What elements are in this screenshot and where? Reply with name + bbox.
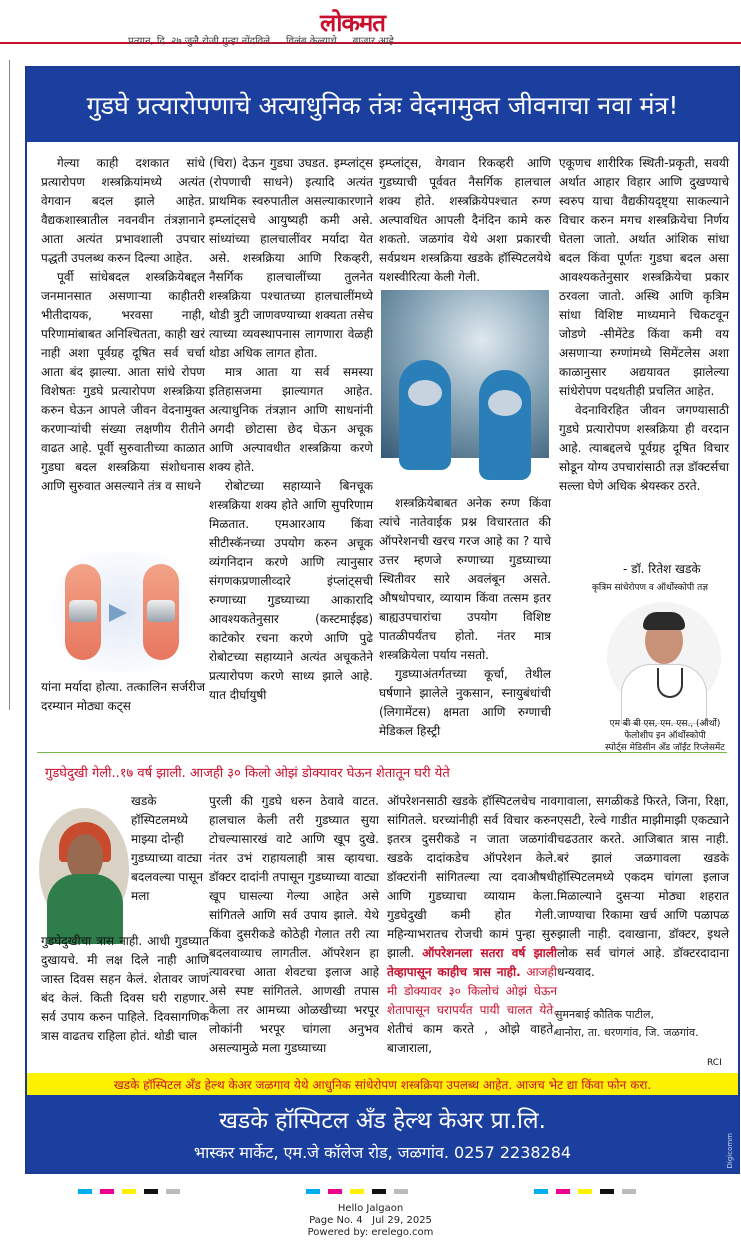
article-column-4 — [559, 154, 729, 554]
knee-implant-illustration — [41, 552, 203, 672]
article-column-3-bottom — [379, 494, 551, 738]
paragraph: पूर्वी सांधेबदल शस्त्रक्रियेबद्दल जनमानसात असणाऱ्या काहीतरी भीतीदायक, भरवसा नाही, परिणामांबाबत अनिश्चितता, काही खरं नाही अशा पूर्वग्रह दूषित सर्व चर्चा आता बंद झाल्या. आता सांधे रोपण विशेषतः गुडघे प्रत्यारोपण शस्त्रक्रिया करुन घेऊन आपले जीवन वेदनामुक्त करणाऱ्यांची संख्या लक्षणीय रीतीने वाढत आहे. पूर्वी सुरुवातीच्या काळात गुडघा बदल शस्त्रक्रिया संशोधनास आणि सुरुवात असल्याने तंत्र व साधने — [41, 270, 205, 493]
article-column-2 — [209, 154, 373, 724]
paragraph: शस्त्रक्रियेबाबत अनेक रुग्ण किंवा त्यांचे नातेवाईक प्रश्न विचारतात की ऑपरेशनची खरच गरज आहे का ? याचे उत्तर म्हणजे रुग्णाच्या गुडघ्याच्या स्थितीवर सारे अवलंबून असते. औषधोपचार, व्यायाम किंवा तत्सम इतर बाह्यउपचारांचा उपयोग विशिष्ट पातळीपर्यंतच होतो. नंतर मात्र शस्त्रक्रियेला पर्याय नसतो. — [379, 496, 551, 662]
paragraph: मात्र आता या सर्व समस्या इतिहासजमा झाल्यागत आहेत. अत्याधुनिक तंत्रज्ञान आणि साधनांनी अगदी छोटासा छेद घेऊन अचूक आणि अल्पावधीत शस्त्रक्रिया करणे शक्य होते. — [209, 365, 373, 474]
powered-by: Powered by: erelego.com — [307, 1227, 434, 1238]
doctor-photo — [607, 602, 721, 712]
paragraph: एकूणच शारीरिक स्थिती-प्रकृती, सवयी अर्थात आहार विहार आणि दुखण्याचे स्वरुप याचा वैद्यकीयदृष्ट्या साकल्याने विचार करुन मगच शस्त्रक्रियेचा निर्णय घेतला जातो. अर्थात आंशिक सांधा बदल किंवा पूर्णतः गुडघा बदल असा आवश्यकतेनुसार शस्त्रक्रियेचा प्रकार ठरवला जातो. अस्थि आणि कृत्रिम सांधा विशिष्ट माध्यमाने चिकटवून जोडणे -सीमेंटेड किंवा कमी वय असणाऱ्या रुग्णांमध्ये सिमेंटलेस अशा काळानुसार अद्ययावत झालेल्या सांधेरोपण पदधतीही प्रचलित आहेत. — [559, 156, 729, 398]
patient-signature: सुमनबाई कौतिक पाटील, धानोरा, ता. धरणगांव, जि. जळगांव. — [555, 1008, 699, 1039]
newspaper-masthead — [0, 0, 741, 47]
page-info: Page No. 4 Jul 29, 2025 — [309, 1215, 432, 1226]
testimonial-headline: गुडघेदुखी गेली..१७ वर्ष झाली. आजही ३० किलो ओझं डोक्यावर घेऊन शेतातून घरी येते — [45, 766, 450, 781]
agency-credit: Digicomm — [726, 1132, 734, 1168]
section-divider — [37, 752, 727, 753]
testimonial-highlight: ऑपरेशनला सतरा वर्ष झाली तेव्हापासून काहीच त्रास नाही. — [387, 946, 557, 979]
headline-band — [27, 68, 738, 142]
page-footer — [0, 1203, 741, 1239]
testimonial-highlight-2: आजही मी डोक्यावर ३० किलोचं ओझं घेऊन शेतापासून घरापर्यंत पायी चालत येते. — [387, 965, 557, 1017]
surgery-photo — [381, 290, 549, 458]
article-column-3-top: इम्प्लांट्स, वेगवान रिकव्हरी आणि गुडघ्याची पूर्ववत नैसर्गिक हालचाल शक्य होते. शस्त्रक्रियेपश्चात रुग्ण अल्पावधित आपली दैनंदिन कामे करु शकतो. जळगांव येथे अशा प्रकारची सर्वप्रथम शस्त्रक्रिया खडके हॉस्पिटलयेथे यशस्वीरित्या केली गेली. — [379, 156, 551, 284]
paragraph: (चिरा) देऊन गुडघा उघडत. इम्प्लांट्स (रोपणाची साधने) इत्यादि अत्यंत प्राथमिक स्वरुपातील असल्याकारणाने इम्प्लांट्सचे आयुष्यही कमी असे. सांध्यांच्या हालचालींवर मर्यादा येत असे. शस्त्रक्रिया आणि रिकव्हरी, नैसर्गिक हालचालींच्या तुलनेत शस्त्रक्रिया पश्चातच्या हालचालींमध्ये थोडी त्रुटी जाणवण्याच्या शक्यता तसेच त्याच्या व्यवस्थापनास लागणारा वेळही थोडा अधिक लागत होता. — [209, 156, 373, 360]
testimonial-column-2: पुरली की गुडघे धरुन ठेवावे वाटत. हालचाल केली तरी गुडघ्यात सुया टोचल्यासारखं वाटे आणि खूप दुखे. नंतर उभं राहायलाही त्रास व्हायचा. डॉक्टर दादांनी तपासून गुडघ्याच्या वाट्या खूप घासल्या गेल्या आहेत असे सांगितले आणि सर्व उपाय झाले. येथे किंवा दुसरीकडे कोठेही गेलात तरी त्या बदलवाव्याच लागतील. ऑपरेशन हा त्यावरचा आता शेवटचा इलाज आहे असे स्पष्ट सांगितले. आणखी तपास केला तर आमच्या ओळखीच्या भरपूर लोकांनी भरपूर चांगला अनुभव असल्यामुळे मला गुडघ्याच्या — [209, 794, 379, 1055]
previous-article-strip: प्रत्यान, दि. २७ जुलै रोजी गुन्हा नोंदविले ... विलंब केल्याचे ... बाजार आहे. — [128, 36, 397, 47]
tagline-banner — [27, 1073, 738, 1095]
article-column-1-tail: यांना मर्यादा होत्या. तत्कालिन सर्जरीज दरम्यान मोठ्या कट्स — [41, 680, 205, 713]
doctor-qualifications: एम बी बी एस, एम. एस., (ऑर्थो) फेलोशीप इन ऑर्थोस्कोपी स्पोर्ट्स मेडिसीन अँड जॉईंट रिप्लेसमेंट — [605, 719, 725, 753]
edition-name: Hello Jalgaon — [337, 1203, 404, 1214]
hospital-footer — [27, 1095, 738, 1172]
hospital-name: खडके हॉस्पिटल अँड हेल्थ केअर प्रा.लि. — [219, 1108, 546, 1134]
ad-headline: गुडघे प्रत्यारोपणाचे अत्याधुनिक तंत्रः वेदनामुक्त जीवनाचा नवा मंत्र! — [86, 91, 679, 120]
testimonial-column-3: ऑपरेशनसाठी खडके हॉस्पिटलचेच नाव सांगितले. घरच्यांनीही सर्व विचार करुन इतरत्र दुसरीकडे न जाता जळगांवी खडके दादांकडेच ऑपरेशन केले. डॉक्टरांनी सांगितल्या त्या दवाऔषधी आणि गुडघ्याचा व्यायाम केला. गुडघेदुखी कमी होत गेली. महिन्याभरातच रोजची कामं पुन्हा सुरु झाली. ऑपरेशनला सतरा वर्ष झाली तेव्हापासून काहीच त्रास नाही. आजही मी डोक्यावर ३० किलोचं ओझं घेऊन शेतापासून घरापर्यंत पायी चालत येते. शेतीचं काम करते , ओझे वाहते, बाजाराला, — [387, 794, 557, 1055]
rci-mark: RCI — [707, 1058, 722, 1068]
article-column-1 — [41, 154, 205, 550]
testimonial-column-1-top: खडके हॉस्पिटलमध्ये माझ्या दोन्ही गुडघ्याच्या वाट्या बदलवल्या पासून मला — [131, 794, 204, 903]
patient-photo — [39, 808, 129, 930]
testimonial-column-1: गुडघेदुखीचा त्रास नाही. आधी गुडघ्यात दुखायचे. मी लक्ष दिले नाही आणि जास्त दिवस सहन केलं. शेतावर जाणं बंद केलं. किती दिवस घरी राहणार. सर्व उपाय करुन पाहिले. दिवसागणिक त्रास वाढतच राहिला होतं. थोडी चाल — [41, 934, 209, 1043]
testimonial-column-4: गावाला, सगळीकडे फिरते, जिना, रिक्षा, एसटी, रेल्वे गाडीत माझीमाझी एकट्याने चढउतार करते. आजिबात त्रास नाही. बरं झालं जळगावला खडके हॉस्पिटलमध्ये एकदम चांगला इलाज मिळाल्याने दुसऱ्या मोठ्या शहरात जाण्याचा रिकामा खर्च आणि पळापळ झाली नाही. दवाखाना, डॉक्टर, इथले लोक सर्व चांगलं आहे. डॉक्टरदादाना धन्यवाद. — [557, 794, 729, 979]
paragraph: वेदनाविरहित जीवन जगण्यासाठी गुडघे प्रत्यारोपण शस्त्रक्रिया ही वरदान आहे. त्याबद्दलचे पूर्वग्रह दूषित विचार सोडून योग्य उपचारांसाठी तज्ञ डॉक्टर्सचा सल्ला घेणे अधिक श्रेयस्कर ठरते. — [559, 403, 729, 493]
doctor-title: कृत्रिम सांधेरोपण व ऑर्थोस्कोपी तज्ञ — [592, 583, 708, 593]
paragraph: गुडघ्याअंतर्गतच्या कूर्चा, तेथील घर्षणाने झालेले नुकसान, स्नायुबंधांची (लिगामेंटस) क्षमता आणि रुग्णाची मेडिकल हिस्ट्री — [379, 667, 551, 738]
adjacent-column-edge — [0, 60, 10, 710]
lokmat-logo: लोकमत — [320, 8, 385, 37]
tagline-text: खडके हॉस्पिटल अँड हेल्थ केअर जळगाव येथे आधुनिक सांधेरोपण शस्त्रक्रिया उपलब्ध आहेत. आजच भेट द्या किंवा फोन करा. — [113, 1077, 652, 1092]
hospital-advertisement — [25, 66, 740, 1174]
paragraph: गेल्या काही दशकात सांधे प्रत्यारोपण शस्त्रक्रियांमध्ये अत्यंत वेगवान बदल झाले आहेत. वैद्यकशास्त्रातील नवनवीन तंत्रज्ञानाने आता अत्यंत प्रभावशाली उपचार पद्धती उपलब्ध करुन दिल्या आहेत. — [41, 156, 205, 265]
doctor-signature: - डॉ. रितेश खडके — [623, 562, 701, 576]
hospital-address: भास्कर मार्केट, एम.जे कॉलेज रोड, जळगांव. 0257 2238284 — [193, 1143, 572, 1162]
paragraph: रोबोटच्या सहाय्याने बिनचूक शस्त्रक्रिया शक्य होते आणि सुपरिणाम मिळतात. एमआरआय किंवा सीटीस्कॅनच्या उपयोग करुन अचूक व्यंगनिदान करणे आणि त्यानुसार संगणकप्रणालीव्दारे इंप्लांट्सची रुग्णाच्या गुडघ्याच्या आकारादि आवश्यकतेनुसार (कस्टमाईझ्ड) काटेकोर रचना करणे आणि पुढे रोबोटच्या सहाय्याने अत्यंत अचूकतेने प्रत्यारोपण करणे साध्य झाले आहे. यात दीर्घायुषी — [209, 479, 373, 702]
